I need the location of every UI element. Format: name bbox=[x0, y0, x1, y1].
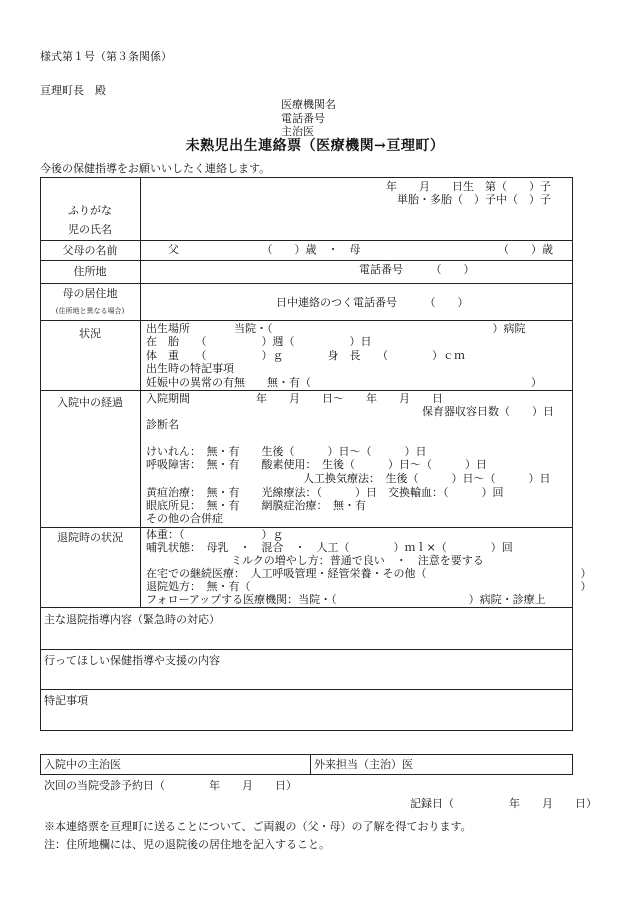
parents-name-label: 父母の名前 bbox=[62, 244, 118, 257]
form-number: 様式第１号（第３条関係） bbox=[40, 50, 172, 63]
mother-residence-note: (住所地と異なる場合) bbox=[55, 307, 125, 315]
hospital-course-label: 入院中の経過 bbox=[57, 396, 123, 409]
respiratory-field[interactable]: 呼吸障害： 無・有 酸素使用： 生後（ ）日～（ ）日 bbox=[146, 458, 487, 471]
doctor-label: 主治医 bbox=[281, 125, 314, 138]
consent-note: ※本連絡票を亘理町に送ることについて、ご両親の（父・母）の了解を得ております。 bbox=[44, 820, 472, 833]
feeding-field[interactable]: 哺乳状態： 母乳 ・ 混合 ・ 人工（ ）ｍｌ×（ ）回 bbox=[146, 541, 513, 554]
discharge-status-label: 退院時の状況 bbox=[57, 531, 123, 544]
discharge-guidance-label: 主な退院指導内容（緊急時の対応） bbox=[44, 613, 220, 626]
admission-period-field[interactable]: 入院期間 年 月 日～ 年 月 日 bbox=[146, 392, 443, 405]
birthplace-field[interactable]: 出生場所 当院・（ ）病院 bbox=[146, 322, 526, 335]
weight-height-field[interactable]: 体 重 （ ）ｇ 身 長 （ ）ｃｍ bbox=[146, 349, 465, 362]
row-divider bbox=[40, 390, 573, 391]
status-label: 状況 bbox=[79, 327, 101, 340]
record-date-field[interactable]: 記録日（ 年 月 日） bbox=[410, 797, 597, 810]
outpatient-doctor-label: 外来担当（主治）医 bbox=[314, 758, 413, 771]
row-divider bbox=[40, 240, 573, 241]
attending-doctor-label: 入院中の主治医 bbox=[44, 758, 121, 771]
discharge-weight-field[interactable]: 体重：（ ）ｇ bbox=[146, 528, 284, 541]
incubator-days-field[interactable]: 保育器収容日数（ ）日 bbox=[422, 405, 554, 418]
child-name-label: 児の氏名 bbox=[68, 223, 112, 236]
special-notes-label: 特記事項 bbox=[44, 694, 88, 707]
row-divider bbox=[40, 689, 573, 690]
fundus-field[interactable]: 眼底所見： 無・有 網膜症治療： 無・有 bbox=[146, 499, 366, 512]
diagnosis-field[interactable]: 診断名 bbox=[146, 418, 179, 431]
label-column-divider bbox=[140, 177, 141, 607]
ventilation-field[interactable]: 人工換気療法： 生後（ ）日～（ ）日 bbox=[303, 472, 551, 485]
mother-residence-label: 母の居住地 bbox=[62, 287, 118, 300]
intro-text: 今後の保健指導をお願いいしたく連絡します。 bbox=[40, 162, 271, 175]
row-divider bbox=[40, 320, 573, 321]
page-title: 未熟児出生連絡票（医療機関→亘理町） bbox=[185, 138, 445, 154]
address-note: 注：住所地欄には、児の退院後の居住地を記入すること。 bbox=[44, 838, 330, 851]
prescription-field[interactable]: 退院処方： 無・有（ ） bbox=[146, 580, 592, 593]
gestation-field[interactable]: 在 胎 （ ）週（ ）日 bbox=[146, 335, 372, 348]
birth-notes-field[interactable]: 出生時の特記事項 bbox=[146, 362, 234, 375]
phone-label: 電話番号 bbox=[281, 112, 325, 125]
convulsion-field[interactable]: けいれん： 無・有 生後（ ）日～（ ）日 bbox=[146, 445, 427, 458]
next-visit-field[interactable]: 次回の当院受診予約日（ 年 月 日） bbox=[44, 779, 297, 792]
home-care-field[interactable]: 在宅での継続医療： 人工呼吸管理・経管栄養・その他（ ） bbox=[146, 567, 592, 580]
row-divider bbox=[40, 283, 573, 284]
institution-label: 医療機関名 bbox=[281, 98, 336, 111]
address-label: 住所地 bbox=[73, 265, 107, 278]
support-request-label: 行ってほしい保健指導や支援の内容 bbox=[44, 654, 220, 667]
complications-field[interactable]: その他の合併症 bbox=[146, 512, 223, 525]
pregnancy-abnormality-field[interactable]: 妊娠中の異常の有無 無・有（ ） bbox=[146, 376, 542, 389]
doctor-table-divider bbox=[310, 754, 311, 775]
address-phone-field[interactable]: 電話番号 （ ） bbox=[359, 263, 475, 276]
milk-increase-field[interactable]: ミルクの増やし方：普通で良い ・ 注意を要する bbox=[231, 554, 484, 567]
multiplicity-field[interactable]: 単胎・多胎（ ）子中（ ）子 bbox=[397, 193, 551, 206]
jaundice-field[interactable]: 黄疸治療： 無・有 光線療法：（ ）日 交換輸血：（ ）回 bbox=[146, 486, 504, 499]
furigana-label: ふりがな bbox=[68, 204, 112, 217]
parents-name-field[interactable]: 父 （ ）歳 ・ 母 （ ）歳 bbox=[168, 243, 553, 256]
row-divider bbox=[40, 649, 573, 650]
row-divider bbox=[40, 260, 573, 261]
addressee: 亘理町長 殿 bbox=[40, 84, 106, 97]
row-divider bbox=[40, 527, 573, 528]
row-divider bbox=[40, 607, 573, 608]
followup-field[interactable]: フォローアップする医療機関：当院・（ ）病院・診療上 bbox=[146, 593, 546, 606]
daytime-phone-field[interactable]: 日中連絡のつく電話番号 （ ） bbox=[276, 296, 469, 309]
birth-date-field[interactable]: 年 月 日生 第（ ）子 bbox=[386, 180, 551, 193]
